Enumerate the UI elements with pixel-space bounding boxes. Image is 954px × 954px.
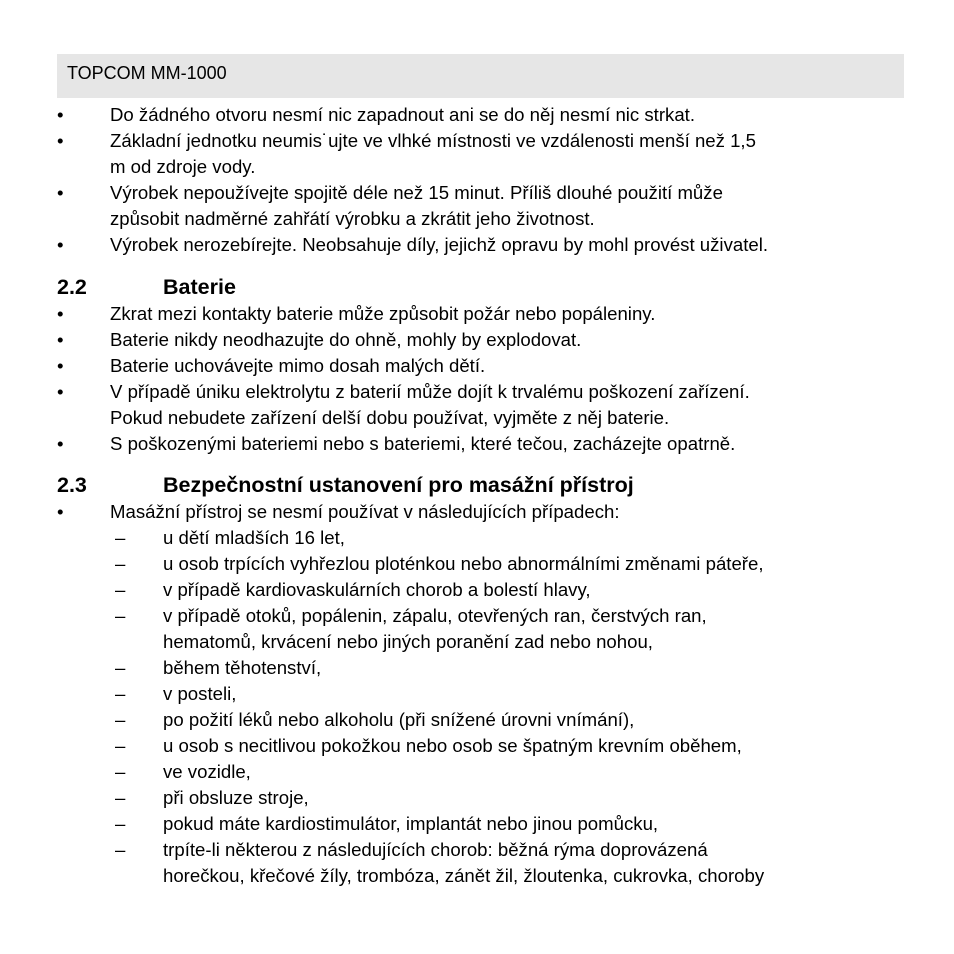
item-text-line: v posteli,: [163, 683, 237, 704]
dash-marker: –: [115, 527, 126, 548]
section-number: 2.2: [57, 275, 87, 299]
dash-marker: –: [115, 787, 126, 808]
item-text-line: Zkrat mezi kontakty baterie může způsobit požár nebo popáleniny.: [110, 303, 656, 324]
dash-item: [57, 577, 907, 603]
dash-item: [57, 525, 907, 551]
item-text-line: u dětí mladších 16 let,: [163, 527, 345, 548]
dash-item: [57, 837, 907, 889]
dash-item: [57, 551, 907, 577]
dash-item: [57, 811, 907, 837]
dash-item: [57, 733, 907, 759]
bullet-item: [57, 327, 907, 353]
bullet-item: [57, 128, 907, 180]
dash-marker: –: [115, 761, 126, 782]
item-text-line: Baterie uchovávejte mimo dosah malých dětí.: [110, 355, 486, 376]
section-heading-2-2: [57, 273, 907, 301]
item-text-line: po požití léků nebo alkoholu (při snížené úrovni vnímání),: [163, 709, 635, 730]
bullet-item: [57, 301, 907, 327]
dash-marker: –: [115, 553, 126, 574]
dash-marker: –: [115, 813, 126, 834]
item-text-line: během těhotenství,: [163, 657, 322, 678]
dash-item: [57, 603, 907, 655]
bullet-item: [57, 102, 907, 128]
dash-marker: –: [115, 735, 126, 756]
bullet-item: [57, 379, 907, 431]
bullet-marker: •: [57, 130, 64, 151]
item-text-line: V případě úniku elektrolytu z baterií může dojít k trvalému poškození zařízení.: [110, 381, 750, 402]
dash-marker: –: [115, 579, 126, 600]
intro-bullet-list: [57, 102, 907, 258]
bullet-marker: •: [57, 104, 64, 125]
item-text-line: Masážní přístroj se nesmí používat v následujících případech:: [110, 501, 620, 522]
item-text-line: ve vozidle,: [163, 761, 251, 782]
document-content: [57, 102, 907, 889]
item-text-line: při obsluze stroje,: [163, 787, 309, 808]
item-text-line: u osob s necitlivou pokožkou nebo osob se špatným krevním oběhem,: [163, 735, 742, 756]
section-number: 2.3: [57, 473, 87, 497]
item-text-line: S poškozenými bateriemi nebo s bateriemi, které tečou, zacházejte opatrně.: [110, 433, 736, 454]
item-text-line: Pokud nebudete zařízení delší dobu používat, vyjměte z něj baterie.: [110, 407, 670, 428]
bullet-marker: •: [57, 329, 64, 350]
dash-marker: –: [115, 839, 126, 860]
item-text-line: Výrobek nepoužívejte spojitě déle než 15 minut. Příliš dlouhé použití může: [110, 182, 723, 203]
item-text-line: v případě kardiovaskulárních chorob a bolestí hlavy,: [163, 579, 591, 600]
dash-marker: –: [115, 657, 126, 678]
bullet-item: [57, 499, 907, 525]
bullet-item: [57, 353, 907, 379]
item-text-line: Základní jednotku neumis˙ujte ve vlhké místnosti ve vzdálenosti menší než 1,5: [110, 130, 756, 151]
bullet-marker: •: [57, 303, 64, 324]
massage-dash-list: [57, 525, 907, 889]
dash-item: [57, 681, 907, 707]
bullet-marker: •: [57, 381, 64, 402]
dash-marker: –: [115, 605, 126, 626]
dash-item: [57, 707, 907, 733]
bullet-item: [57, 180, 907, 232]
item-text-line: trpíte-li některou z následujících chorob: běžná rýma doprovázená: [163, 839, 708, 860]
item-text-line: pokud máte kardiostimulátor, implantát nebo jinou pomůcku,: [163, 813, 659, 834]
battery-bullet-list: [57, 301, 907, 457]
dash-marker: –: [115, 709, 126, 730]
section-title: Bezpečnostní ustanovení pro masážní přístroj: [163, 473, 634, 497]
section-title: Baterie: [163, 275, 236, 299]
item-text-line: Do žádného otvoru nesmí nic zapadnout ani se do něj nesmí nic strkat.: [110, 104, 696, 125]
item-text-line: hematomů, krvácení nebo jiných poranění zad nebo nohou,: [163, 631, 653, 652]
bullet-marker: •: [57, 182, 64, 203]
bullet-marker: •: [57, 433, 64, 454]
section-heading-2-3: [57, 471, 907, 499]
item-text-line: způsobit nadměrné zahřátí výrobku a zkrátit jeho životnost.: [110, 208, 595, 229]
header-title: TOPCOM MM-1000: [67, 63, 227, 83]
bullet-marker: •: [57, 234, 64, 255]
item-text-line: m od zdroje vody.: [110, 156, 256, 177]
item-text-line: Výrobek nerozebírejte. Neobsahuje díly, jejichž opravu by mohl provést uživatel.: [110, 234, 769, 255]
item-text-line: u osob trpících vyhřezlou ploténkou nebo abnormálními změnami páteře,: [163, 553, 764, 574]
massage-bullet-list: [57, 499, 907, 525]
dash-item: [57, 785, 907, 811]
item-text-line: v případě otoků, popálenin, zápalu, otevřených ran, čerstvých ran,: [163, 605, 707, 626]
bullet-marker: •: [57, 501, 64, 522]
dash-item: [57, 759, 907, 785]
bullet-item: [57, 232, 907, 258]
bullet-marker: •: [57, 355, 64, 376]
item-text-line: Baterie nikdy neodhazujte do ohně, mohly by explodovat.: [110, 329, 582, 350]
header-bar: [57, 54, 904, 98]
bullet-item: [57, 431, 907, 457]
dash-marker: –: [115, 683, 126, 704]
item-text-line: horečkou, křečové žíly, trombóza, zánět žil, žloutenka, cukrovka, choroby: [163, 865, 765, 886]
dash-item: [57, 655, 907, 681]
